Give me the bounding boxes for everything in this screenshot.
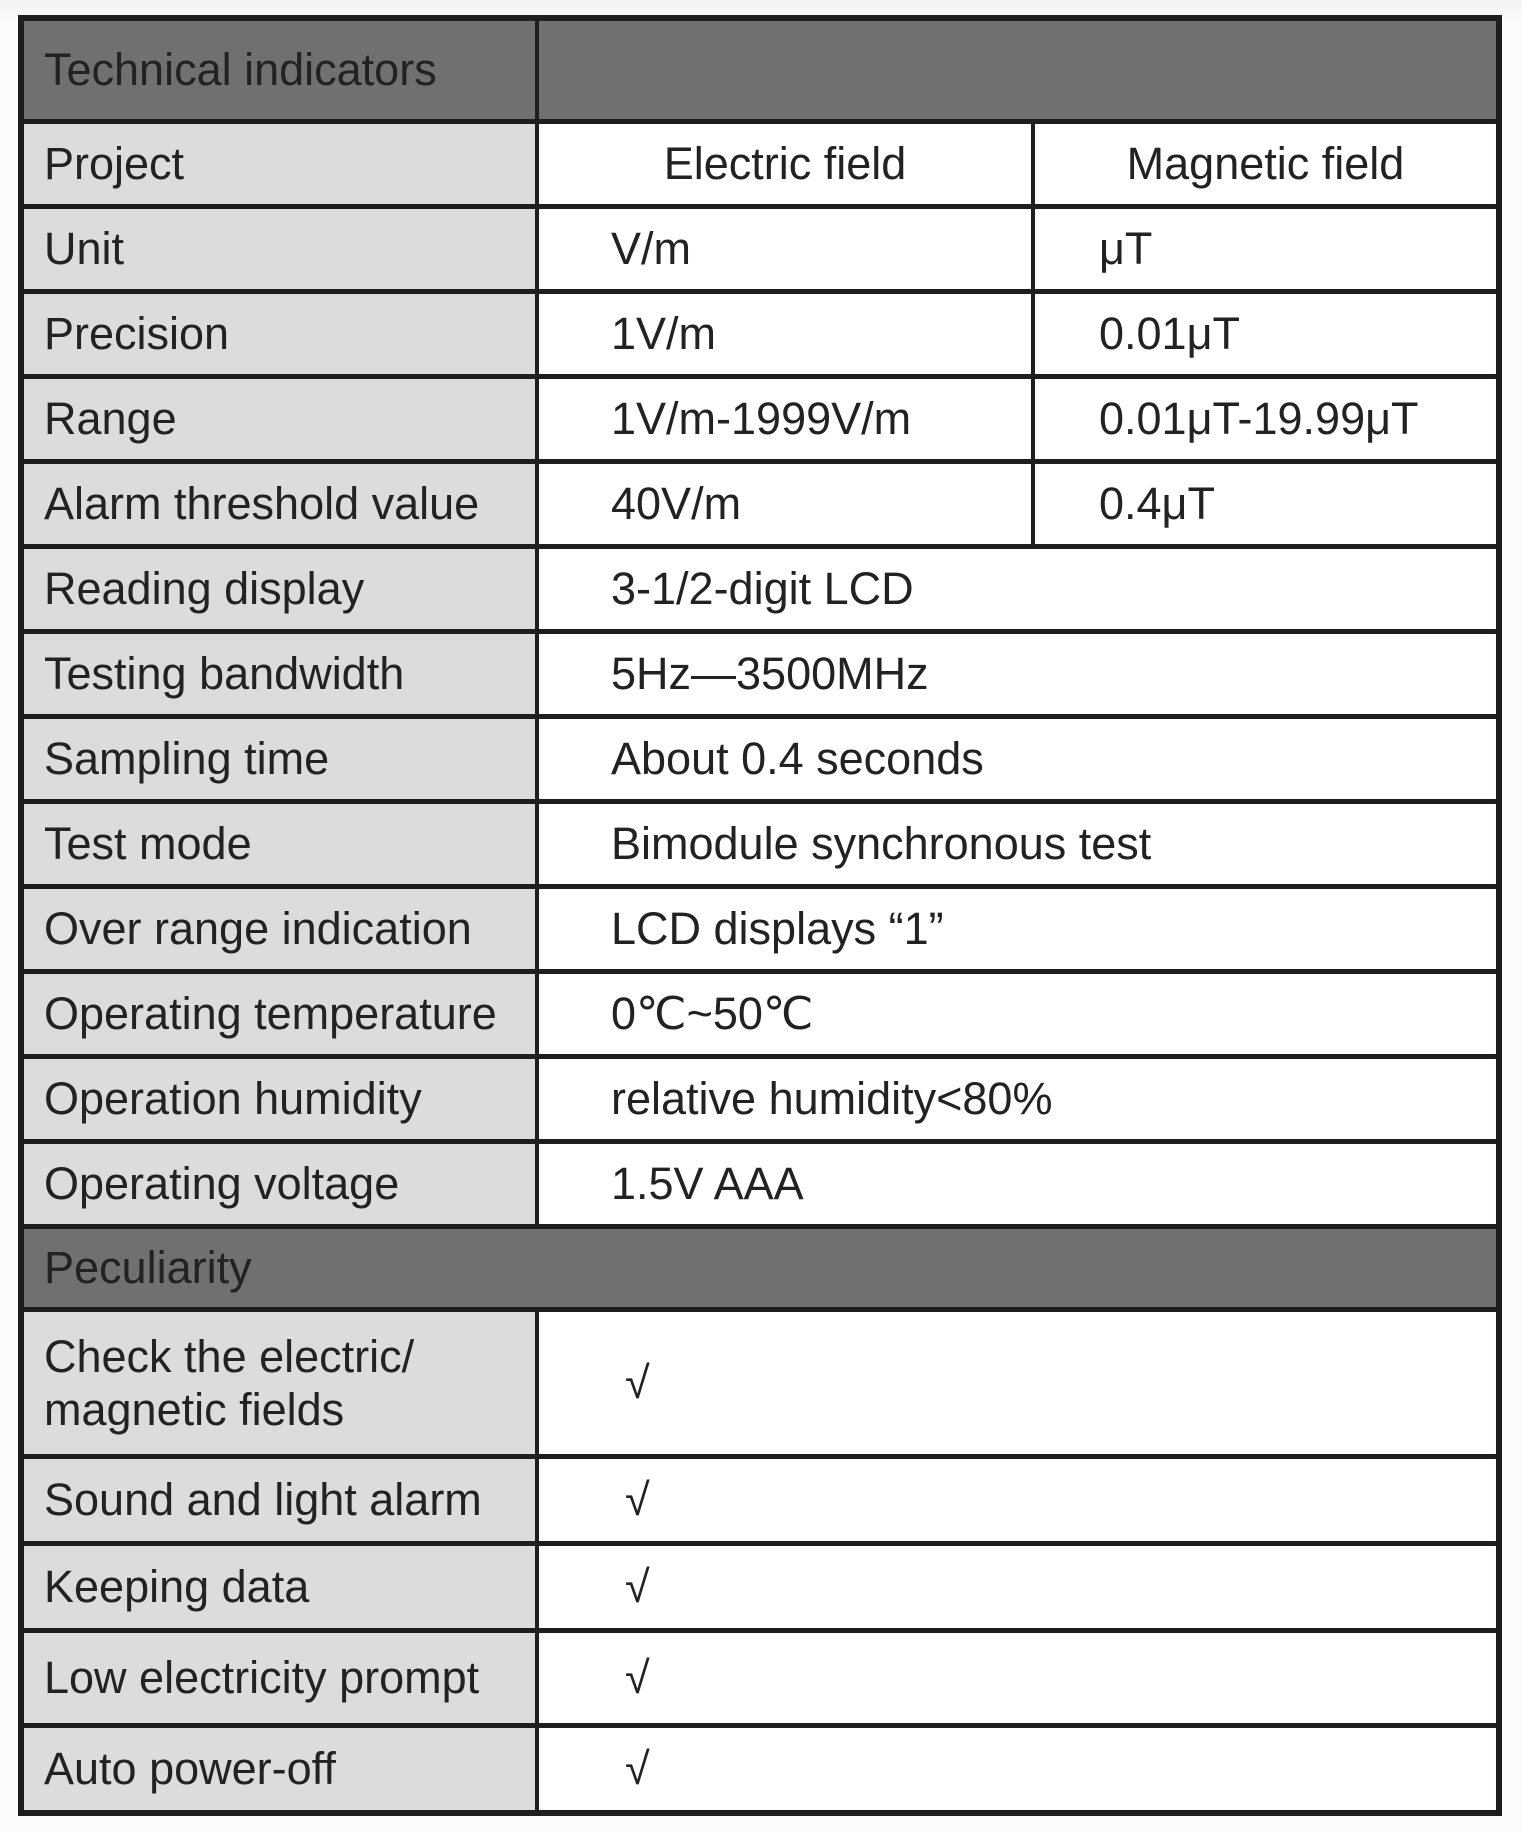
section-title-peculiarity: Peculiarity [21, 1227, 1499, 1310]
operating-temperature-value: 0℃~50℃ [537, 972, 1499, 1057]
row-label-operation-humidity: Operation humidity [21, 1057, 537, 1142]
table-row-operating-voltage [21, 1142, 1499, 1227]
table-row-range [21, 377, 1499, 462]
auto-power-off-checkmark: √ [537, 1726, 1499, 1814]
row-label-testing-bandwidth: Testing bandwidth [21, 632, 537, 717]
operating-voltage-value: 1.5V AAA [537, 1142, 1499, 1227]
range-magnetic-value: 0.01μT-19.99μT [1033, 377, 1499, 462]
row-label-unit: Unit [21, 207, 537, 292]
table-row-sound-light-alarm [21, 1457, 1499, 1544]
table-row-project [21, 122, 1499, 207]
sampling-time-value: About 0.4 seconds [537, 717, 1499, 802]
row-label-project: Project [21, 122, 537, 207]
table-row-operation-humidity [21, 1057, 1499, 1142]
row-label-sampling-time: Sampling time [21, 717, 537, 802]
reading-display-value: 3-1/2-digit LCD [537, 547, 1499, 632]
row-label-low-electricity-prompt: Low electricity prompt [21, 1631, 537, 1726]
keeping-data-checkmark: √ [537, 1544, 1499, 1631]
table-row-operating-temperature [21, 972, 1499, 1057]
row-label-test-mode: Test mode [21, 802, 537, 887]
check-fields-checkmark: √ [537, 1310, 1499, 1457]
row-label-precision: Precision [21, 292, 537, 377]
row-label-keeping-data: Keeping data [21, 1544, 537, 1631]
section-title-technical-indicators: Technical indicators [21, 18, 537, 122]
unit-magnetic-value: μT [1033, 207, 1499, 292]
row-label-auto-power-off: Auto power-off [21, 1726, 537, 1814]
table-row-over-range-indication [21, 887, 1499, 972]
table-row-title [21, 18, 1499, 122]
precision-electric-value: 1V/m [537, 292, 1033, 377]
table-row-low-electricity-prompt [21, 1631, 1499, 1726]
table-row-test-mode [21, 802, 1499, 887]
table-row-check-fields [21, 1310, 1499, 1457]
low-electricity-prompt-checkmark: √ [537, 1631, 1499, 1726]
row-label-check-fields [21, 1310, 537, 1457]
alarm-threshold-electric-value: 40V/m [537, 462, 1033, 547]
row-label-reading-display: Reading display [21, 547, 537, 632]
precision-magnetic-value: 0.01μT [1033, 292, 1499, 377]
range-electric-value: 1V/m-1999V/m [537, 377, 1033, 462]
table-row-sampling-time [21, 717, 1499, 802]
row-label-range: Range [21, 377, 537, 462]
table-row-auto-power-off [21, 1726, 1499, 1814]
row-label-over-range-indication: Over range indication [21, 887, 537, 972]
testing-bandwidth-value: 5Hz—3500MHz [537, 632, 1499, 717]
unit-electric-value: V/m [537, 207, 1033, 292]
test-mode-value: Bimodule synchronous test [537, 802, 1499, 887]
table-row-keeping-data [21, 1544, 1499, 1631]
column-header-electric-field: Electric field [537, 122, 1033, 207]
table-row-reading-display [21, 547, 1499, 632]
operation-humidity-value: relative humidity<80% [537, 1057, 1499, 1142]
table-row-alarm-threshold [21, 462, 1499, 547]
table-row-unit [21, 207, 1499, 292]
section-title-filler-cell [537, 18, 1499, 122]
alarm-threshold-magnetic-value: 0.4μT [1033, 462, 1499, 547]
row-label-operating-voltage: Operating voltage [21, 1142, 537, 1227]
table-row-peculiarity-header [21, 1227, 1499, 1310]
check-fields-label: Check the electric/ magnetic fields [44, 1330, 415, 1435]
row-label-sound-light-alarm: Sound and light alarm [21, 1457, 537, 1544]
row-label-operating-temperature: Operating temperature [21, 972, 537, 1057]
table-row-precision [21, 292, 1499, 377]
column-header-magnetic-field: Magnetic field [1033, 122, 1499, 207]
row-label-alarm-threshold: Alarm threshold value [21, 462, 537, 547]
technical-indicators-table [18, 15, 1502, 1816]
table-row-testing-bandwidth [21, 632, 1499, 717]
sound-light-alarm-checkmark: √ [537, 1457, 1499, 1544]
over-range-indication-value: LCD displays “1” [537, 887, 1499, 972]
